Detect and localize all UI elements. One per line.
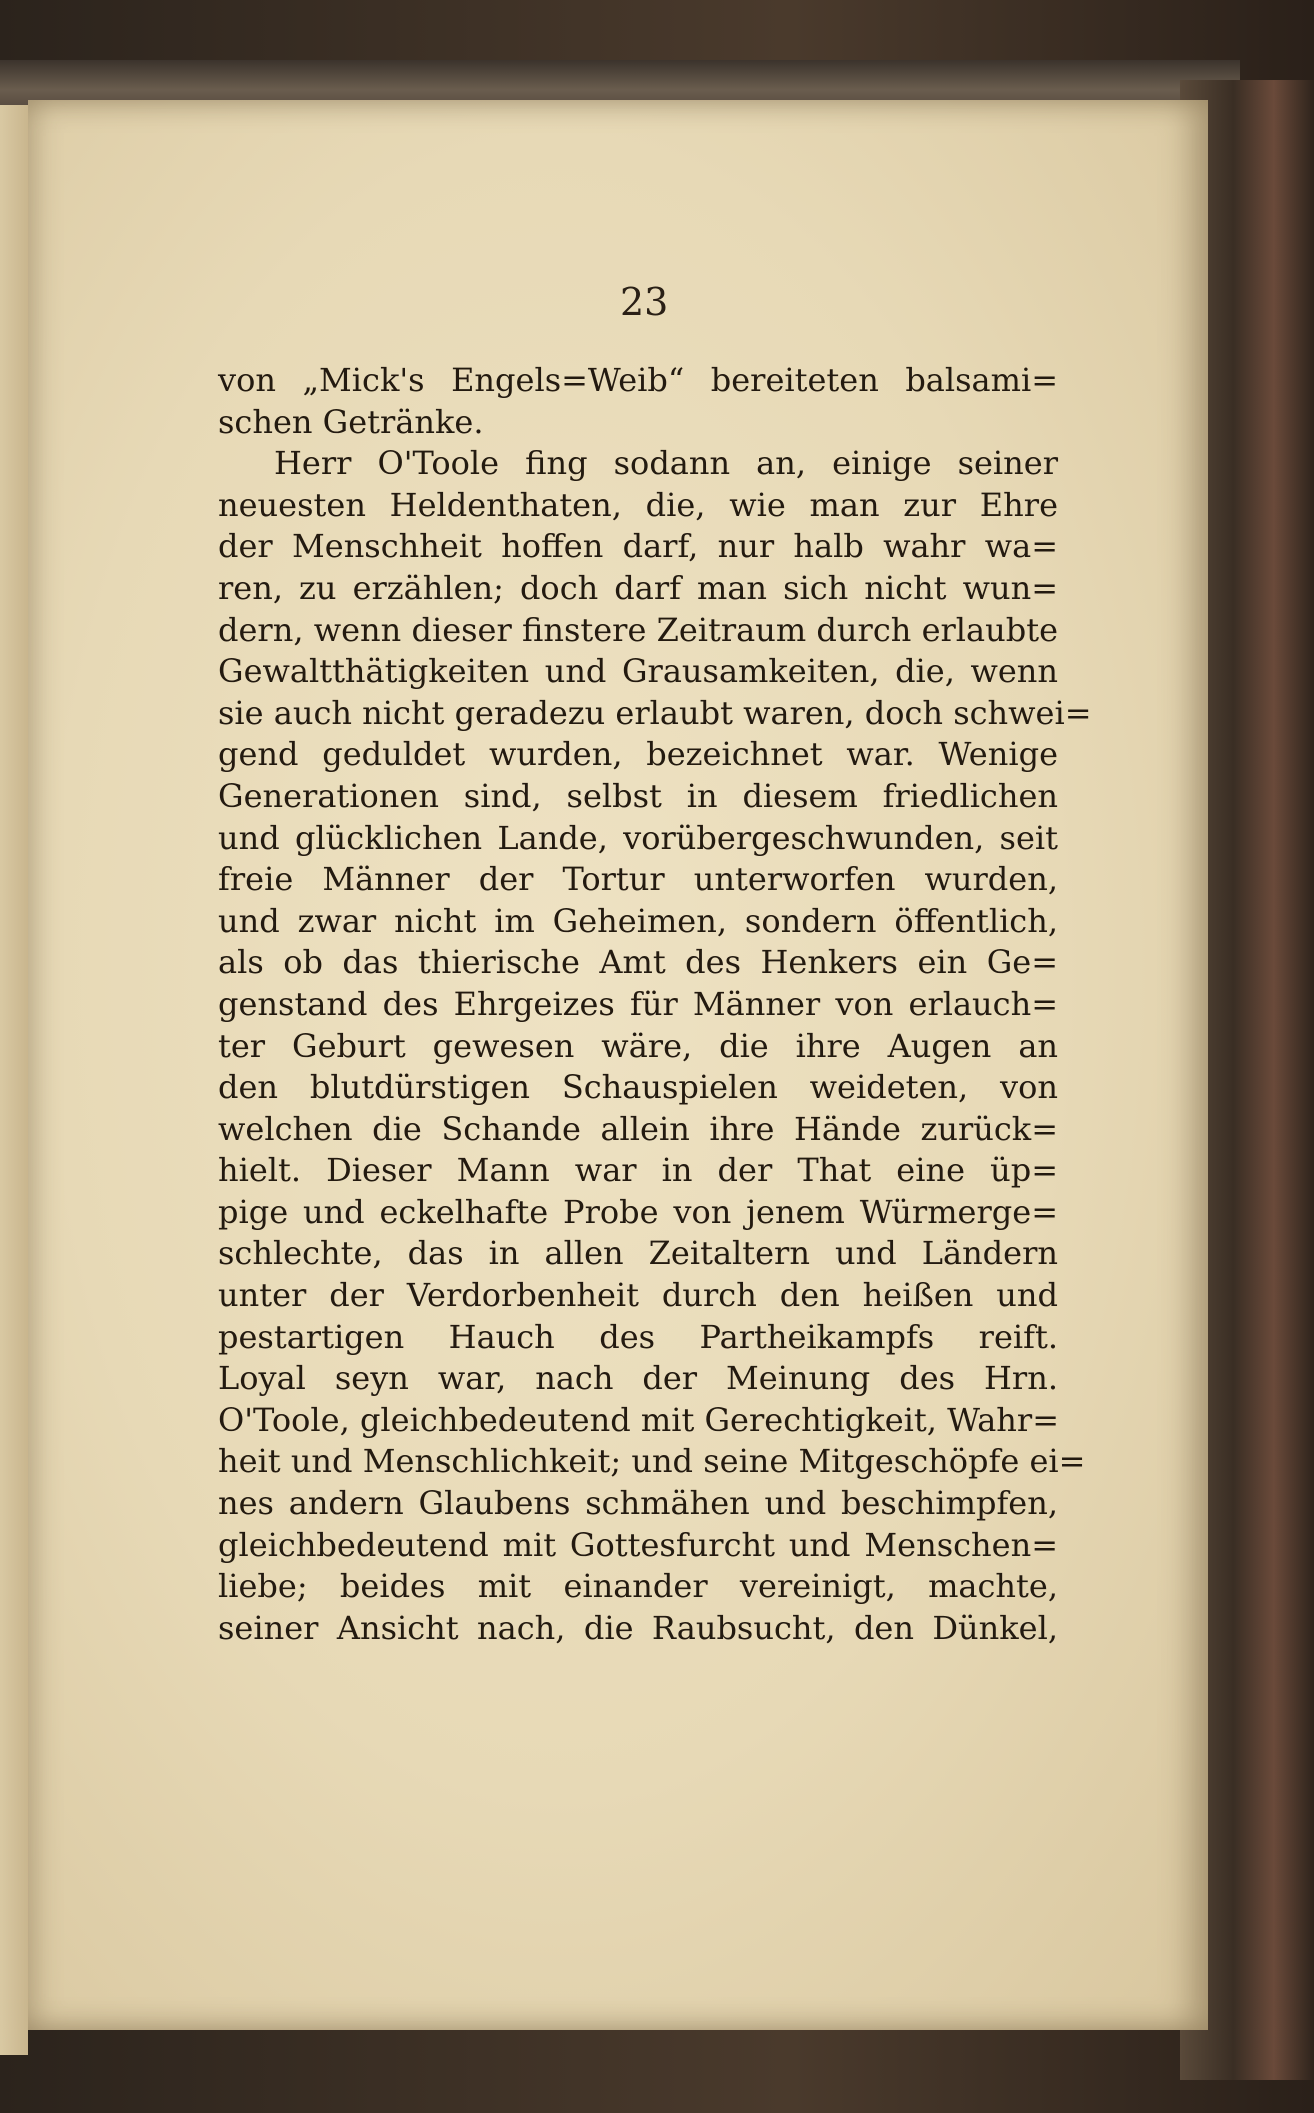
- text-line: pige und eckelhafte Probe von jenem Würmerge=: [218, 1192, 1058, 1231]
- page-number: 23: [620, 280, 669, 324]
- text-line: sie auch nicht geradezu erlaubt waren, doch schwei=: [218, 693, 1092, 732]
- text-line: nes andern Glaubens schmähen und beschimpfen,: [218, 1484, 1058, 1523]
- text-line: seiner Ansicht nach, die Raubsucht, den Dünkel,: [218, 1608, 1058, 1647]
- text-line: von „Mick's Engels=Weib“ bereiteten balsami=: [218, 361, 1058, 399]
- text-line: Herr O'Toole fing sodann an, einige seiner: [274, 444, 1058, 483]
- text-line: schen Getränke.: [218, 402, 484, 441]
- text-line: Generationen sind, selbst in diesem friedlichen: [218, 776, 1058, 815]
- text-line: ter Geburt gewesen wäre, die ihre Augen an: [218, 1026, 1058, 1065]
- text-line: den blutdürstigen Schauspielen weideten, von: [218, 1068, 1058, 1107]
- text-line: der Menschheit hoffen darf, nur halb wahr wa=: [218, 527, 1058, 566]
- previous-page-edge: [0, 105, 28, 2055]
- text-line: liebe; beides mit einander vereinigt, machte,: [218, 1567, 1058, 1606]
- text-line: und zwar nicht im Geheimen, sondern öffentlich,: [218, 901, 1058, 940]
- text-line: Loyal seyn war, nach der Meinung des Hrn.: [218, 1359, 1058, 1398]
- text-line: als ob das thierische Amt des Henkers ein Ge=: [218, 943, 1058, 982]
- text-line: schlechte, das in allen Zeitaltern und Ländern: [218, 1234, 1058, 1273]
- text-line: dern, wenn dieser finstere Zeitraum durch erlaubte: [218, 610, 1058, 649]
- text-line: heit und Menschlichkeit; und seine Mitgeschöpfe ei=: [218, 1442, 1086, 1481]
- text-line: neuesten Heldenthaten, die, wie man zur Ehre: [218, 485, 1058, 524]
- text-line: und glücklichen Lande, vorübergeschwunden, seit: [218, 818, 1058, 857]
- text-line: O'Toole, gleichbedeutend mit Gerechtigkeit, Wahr=: [218, 1400, 1059, 1439]
- text-line: welchen die Schande allein ihre Hände zurück=: [218, 1109, 1058, 1148]
- text-line: Gewaltthätigkeiten und Grausamkeiten, die, wenn: [218, 652, 1058, 691]
- text-line: ren, zu erzählen; doch darf man sich nicht wun=: [218, 568, 1058, 607]
- page-text: [218, 360, 1092, 1649]
- text-line: gleichbedeutend mit Gottesfurcht und Menschen=: [218, 1525, 1058, 1564]
- text-line: gend geduldet wurden, bezeichnet war. Wenige: [218, 735, 1058, 774]
- text-line: pestartigen Hauch des Partheikampfs reift.: [218, 1317, 1058, 1356]
- text-line: unter der Verdorbenheit durch den heißen und: [218, 1276, 1058, 1315]
- text-line: freie Männer der Tortur unterworfen wurden,: [218, 860, 1058, 899]
- text-line: genstand des Ehrgeizes für Männer von erlauch=: [218, 984, 1058, 1023]
- text-line: hielt. Dieser Mann war in der That eine üp=: [218, 1151, 1058, 1190]
